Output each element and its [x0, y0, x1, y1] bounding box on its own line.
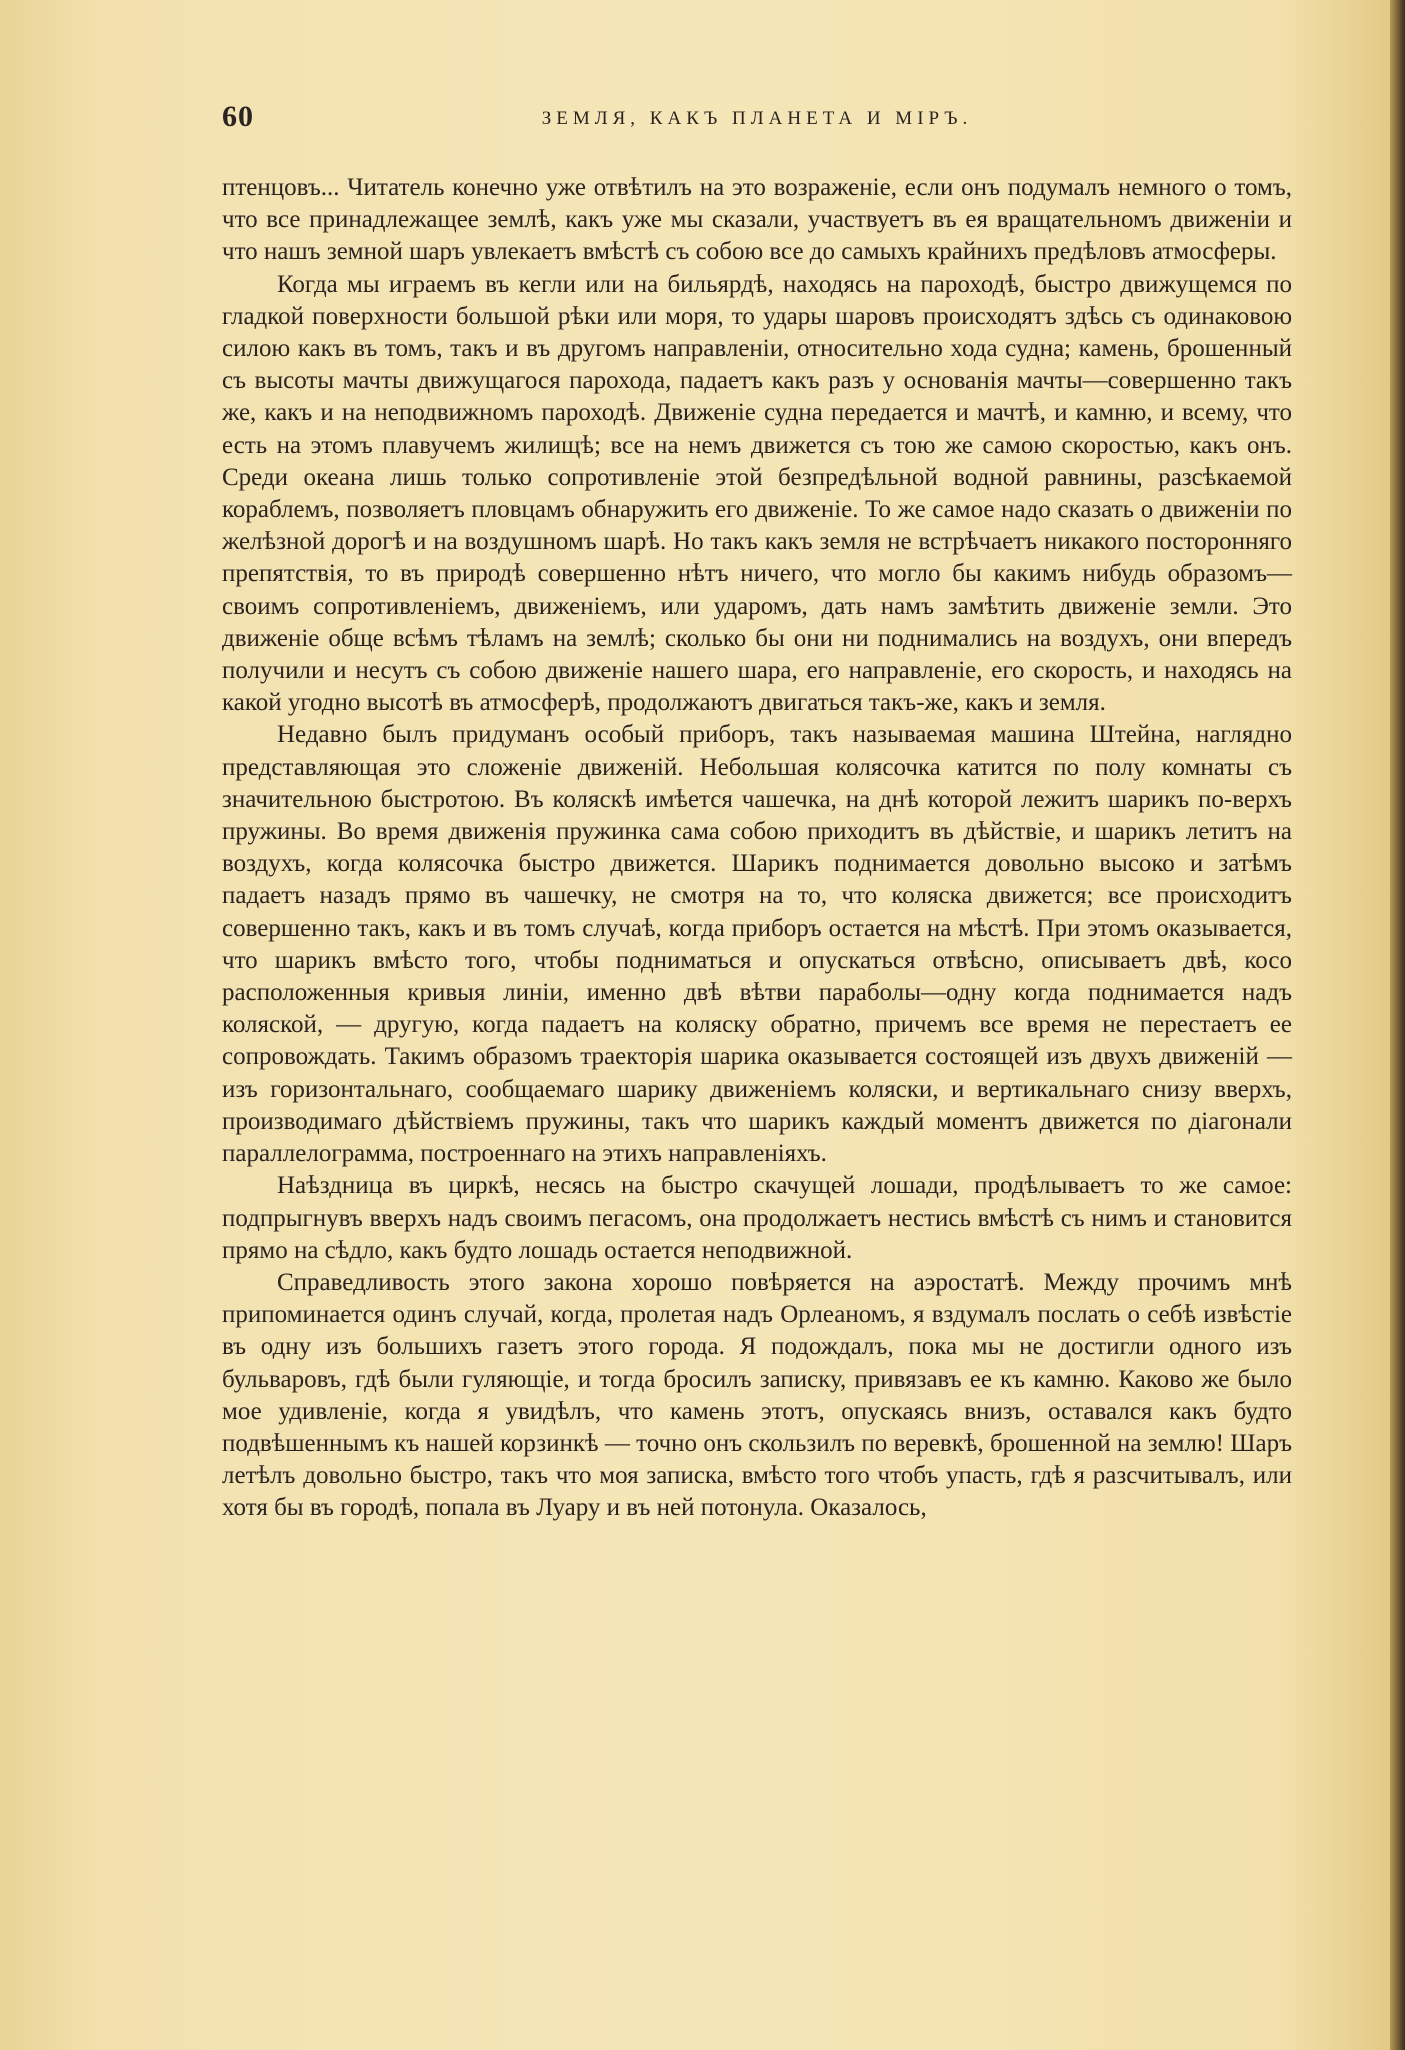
- paragraph: Справедливость этого закона хорошо повѣряется на аэростатѣ. Между прочимъ мнѣ припоминается одинъ случай, когда, пролетая надъ Орлеаномъ, я вздумалъ послать о себѣ извѣстіе въ одну изъ большихъ газетъ этого города. Я подождалъ, пока мы не достигли одного изъ бульваровъ, гдѣ были гуляющіе, и тогда бросилъ записку, привязавъ ее къ камню. Каково же было мое удивленіе, когда я увидѣлъ, что камень этотъ, опускаясь внизъ, оставался какъ будто подвѣшеннымъ къ нашей корзинкѣ — точно онъ скользилъ по веревкѣ, брошенной на землю! Шаръ летѣлъ довольно быстро, такъ что моя записка, вмѣсто того чтобъ упасть, гдѣ я разсчитывалъ, или хотя бы въ городѣ, попала въ Луару и въ ней потонула. Оказалось,: [222, 1268, 1292, 1522]
- paragraph: Недавно былъ придуманъ особый приборъ, такъ называемая машина Штейна, наглядно представляющая это сложеніе движеній. Небольшая колясочка катится по полу комнаты съ значительною быстротою. Въ коляскѣ имѣется чашечка, на днѣ которой лежитъ шарикъ по-верхъ пружины. Во время движенія пружинка сама собою приходитъ въ дѣйствіе, и шарикъ летитъ на воздухъ, когда колясочка быстро движется. Шарикъ поднимается довольно высоко и затѣмъ падаетъ назадъ прямо въ чашечку, не смотря на то, что коляска движется; все происходитъ совершенно такъ, какъ и въ томъ случаѣ, когда приборъ остается на мѣстѣ. При этомъ оказывается, что шарикъ вмѣсто того, чтобы подниматься и опускаться отвѣсно, описываетъ двѣ, косо расположенныя кривыя линіи, именно двѣ вѣтви параболы—одну когда поднимается надъ коляской, — другую, когда падаетъ на коляску обратно, причемъ все время не перестаетъ ее сопровождать. Такимъ образомъ траекторія шарика оказывается состоящей изъ двухъ движеній — изъ горизонтальнаго, сообщаемаго шарику движеніемъ коляски, и вертикальнаго снизу вверхъ, производимаго дѣйствіемъ пружины, такъ что шарикъ каждый моментъ движется по діагонали параллелограмма, построеннаго на этихъ направленіяхъ.: [222, 721, 1292, 1168]
- running-title: ЗЕМЛЯ, КАКЪ ПЛАНЕТА И МІРЪ.: [541, 108, 973, 129]
- page-edge-shadow: [1390, 0, 1405, 2050]
- page-header: [222, 100, 1292, 140]
- paragraph: птенцовъ... Читатель конечно уже отвѣтилъ на это возраженіе, если онъ подумалъ немного о томъ, что все принадлежащее землѣ, какъ уже мы сказали, участвуетъ въ ея вращательномъ движеніи и что нашъ земной шаръ увлекаетъ вмѣстѣ съ собою все до самыхъ крайнихъ предѣловъ атмосферы.: [222, 174, 1292, 266]
- body-text: [222, 172, 1292, 1525]
- paragraph: Наѣздница въ циркѣ, несясь на быстро скачущей лошади, продѣлываетъ то же самое: подпрыгнувъ вверхъ надъ своимъ пегасомъ, она продолжаетъ нестись вмѣстѣ съ нимъ и становится прямо на сѣдло, какъ будто лошадь остается неподвижной.: [222, 1172, 1292, 1264]
- paragraph: Когда мы играемъ въ кегли или на бильярдѣ, находясь на пароходѣ, быстро движущемся по гладкой поверхности большой рѣки или моря, то удары шаровъ происходятъ здѣсь съ одинаковою силою какъ въ томъ, такъ и въ другомъ направленіи, относительно хода судна; камень, брошенный съ высоты мачты движущагося парохода, падаетъ какъ разъ у основанія мачты—совершенно такъ же, какъ и на неподвижномъ пароходѣ. Движеніе судна передается и мачтѣ, и камню, и всему, что есть на этомъ плавучемъ жилищѣ; все на немъ движется съ тою же самою скоростью, какъ онъ. Среди океана лишь только сопротивленіе этой безпредѣльной водной равнины, разсѣкаемой кораблемъ, позволяетъ пловцамъ обнаружить его движеніе. То же самое надо сказать о движеніи по желѣзной дорогѣ и на воздушномъ шарѣ. Но такъ какъ земля не встрѣчаетъ никакого посторонняго препятствія, то въ природѣ совершенно нѣтъ ничего, что могло бы какимъ нибудь образомъ—своимъ сопротивленіемъ, движеніемъ, или ударомъ, дать намъ замѣтить движеніе земли. Это движеніе обще всѣмъ тѣламъ на землѣ; сколько бы они ни поднимались на воздухъ, они впередъ получили и несутъ съ собою движеніе нашего шара, его направленіе, его скорость, и находясь на какой угодно высотѣ въ атмосферѣ, продолжаютъ двигаться такъ-же, какъ и земля.: [222, 270, 1292, 717]
- page-number: 60: [222, 100, 254, 133]
